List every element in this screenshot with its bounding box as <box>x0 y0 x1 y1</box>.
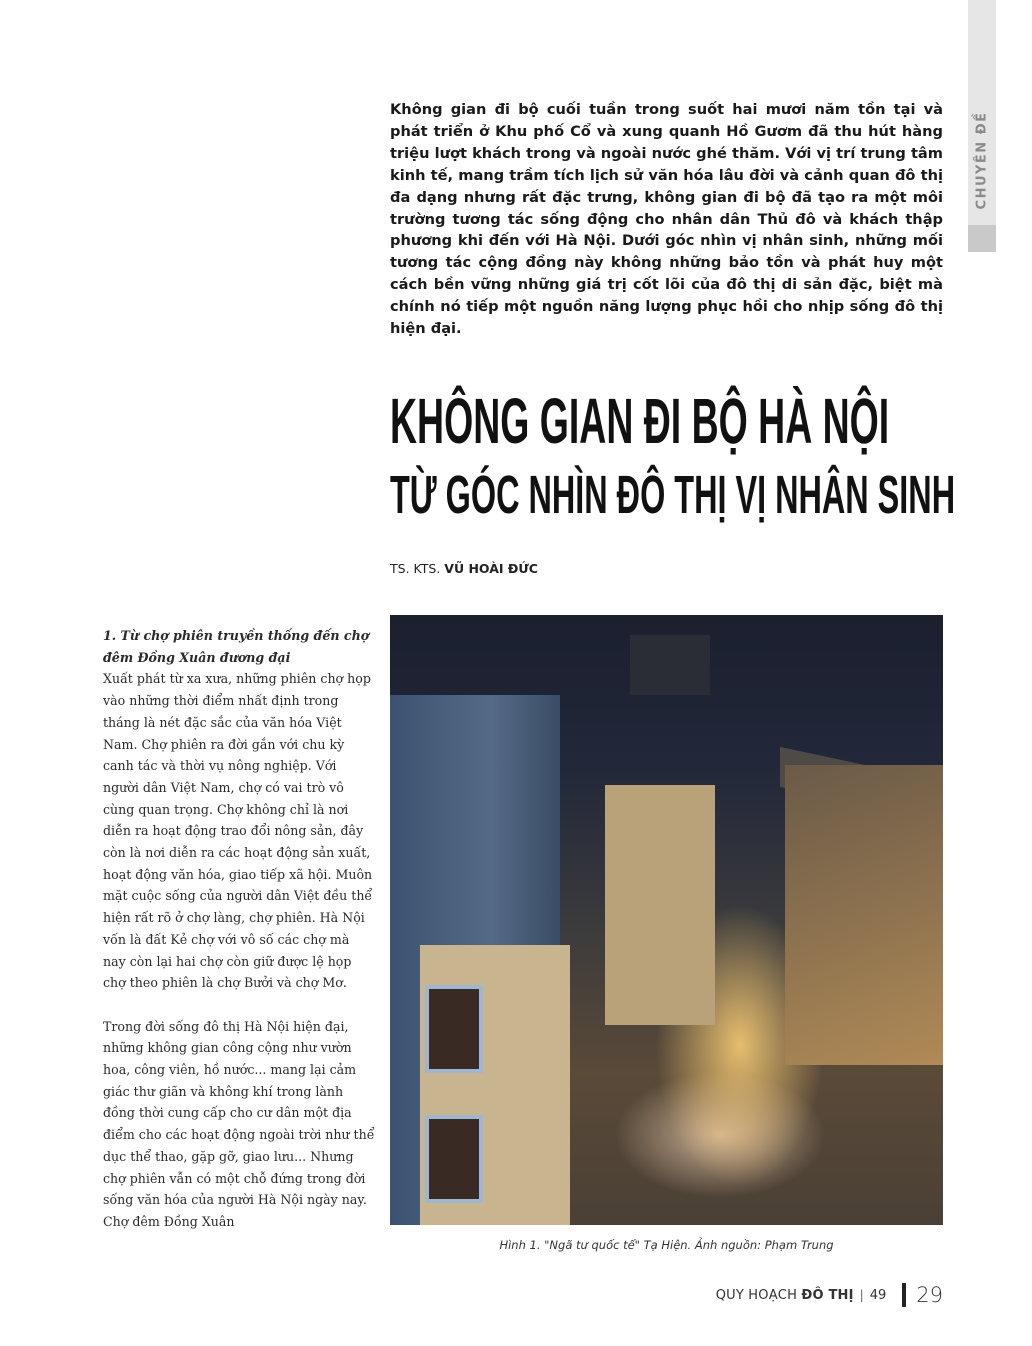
figure-caption: Hình 1. "Ngã tư quốc tế" Tạ Hiện. Ảnh nguồn: Phạm Trung <box>499 1238 834 1252</box>
section-tab <box>968 105 996 215</box>
corner-building <box>605 785 715 1025</box>
intro-lead-paragraph: Không gian đi bộ cuối tuần trong suốt hai mươi năm tồn tại và phát triển ở Khu phố Cổ và xung quanh Hồ Gươm đã thu hút hàng triệu lượt khách trong và ngoài nước ghé thăm. Với vị trí trung tâm kinh tế, mang trầm tích lịch sử văn hóa lâu đời và cảnh quan đô thị đa dạng nhưng rất đặc trưng, không gian đi bộ đã tạo ra một môi trường tương tác sống động cho nhân dân Thủ đô và khách thập phương khi đến với Hà Nội. Dưới góc nhìn vị nhân sinh, những mối tương tác cộng đồng này không những bảo tồn và phát huy một cách bền vững những giá trị cốt lõi của đô thị di sản đặc, biệt mà chính nó tiếp một nguồn năng lượng phục hồi cho nhịp sống đô thị hiện đại. <box>390 101 943 338</box>
magazine-name <box>716 1288 854 1303</box>
body-column <box>103 625 375 1254</box>
street-night-photo <box>390 615 943 1225</box>
page-footer <box>600 1282 943 1308</box>
section-tab-label: CHUYÊN ĐỀ <box>974 111 990 209</box>
section-heading: 1. Từ chợ phiên truyền thống đến chợ đêm Đồng Xuân đương đại <box>103 628 370 665</box>
page-number: 29 <box>916 1283 943 1307</box>
section-tab-accent <box>968 225 996 252</box>
issue-number: 49 <box>869 1287 887 1303</box>
body-paragraph: Trong đời sống đô thị Hà Nội hiện đại, những không gian công cộng như vườn hoa, công viên, hồ nước... mang lại cảm giác thư giãn và không khí trong lành đồng thời cung cấp cho cư dân một địa điểm cho các hoạt động ngoài trời như thể dục thể thao, gặp gỡ, giao lưu... Nhưng chợ phiên vẫn có một chỗ đứng trong đời sống văn hóa của người Hà Nội ngày nay. Chợ đêm Đồng Xuân <box>103 1018 375 1229</box>
article-title-line-1: KHÔNG GIAN ĐI BỘ HÀ NỘI <box>390 385 890 457</box>
lit-shophouses <box>785 765 943 1065</box>
footer-divider <box>902 1283 906 1307</box>
window <box>425 1115 483 1203</box>
body-paragraph: Xuất phát từ xa xưa, những phiên chợ họp vào những thời điểm nhất định trong tháng là nét đặc sắc của văn hóa Việt Nam. Chợ phiên ra đời gắn với chu kỳ canh tác và thời vụ nông nghiệp. Với người dân Việt Nam, chợ có vai trò vô cùng quan trọng. Chợ không chỉ là nơi diễn ra hoạt động trao đổi nông sản, đây còn là nơi diễn ra các hoạt động sản xuất, hoạt động văn hóa, giao tiếp xã hội. Muôn mặt cuộc sống của người dân Việt đều thể hiện rất rõ ở chợ làng, chợ phiên. Hà Nội vốn là đất Kẻ chợ với vô số các chợ mà nay còn lại hai chợ còn giữ được lệ họp chợ theo phiên là chợ Bưởi và chợ Mơ. <box>103 671 373 991</box>
article-title-line-2: TỪ GÓC NHÌN ĐÔ THỊ VỊ NHÂN SINH <box>390 465 956 525</box>
author-byline <box>390 561 538 576</box>
magazine-name-prefix: QUY HOẠCH <box>715 1287 798 1303</box>
distant-building <box>630 635 710 695</box>
author-title: TS. KTS. <box>390 561 441 576</box>
author-name: VŨ HOÀI ĐỨC <box>444 561 538 576</box>
footer-separator: | <box>859 1288 864 1302</box>
magazine-name-bold: ĐÔ THỊ <box>801 1287 854 1303</box>
window <box>425 985 483 1073</box>
